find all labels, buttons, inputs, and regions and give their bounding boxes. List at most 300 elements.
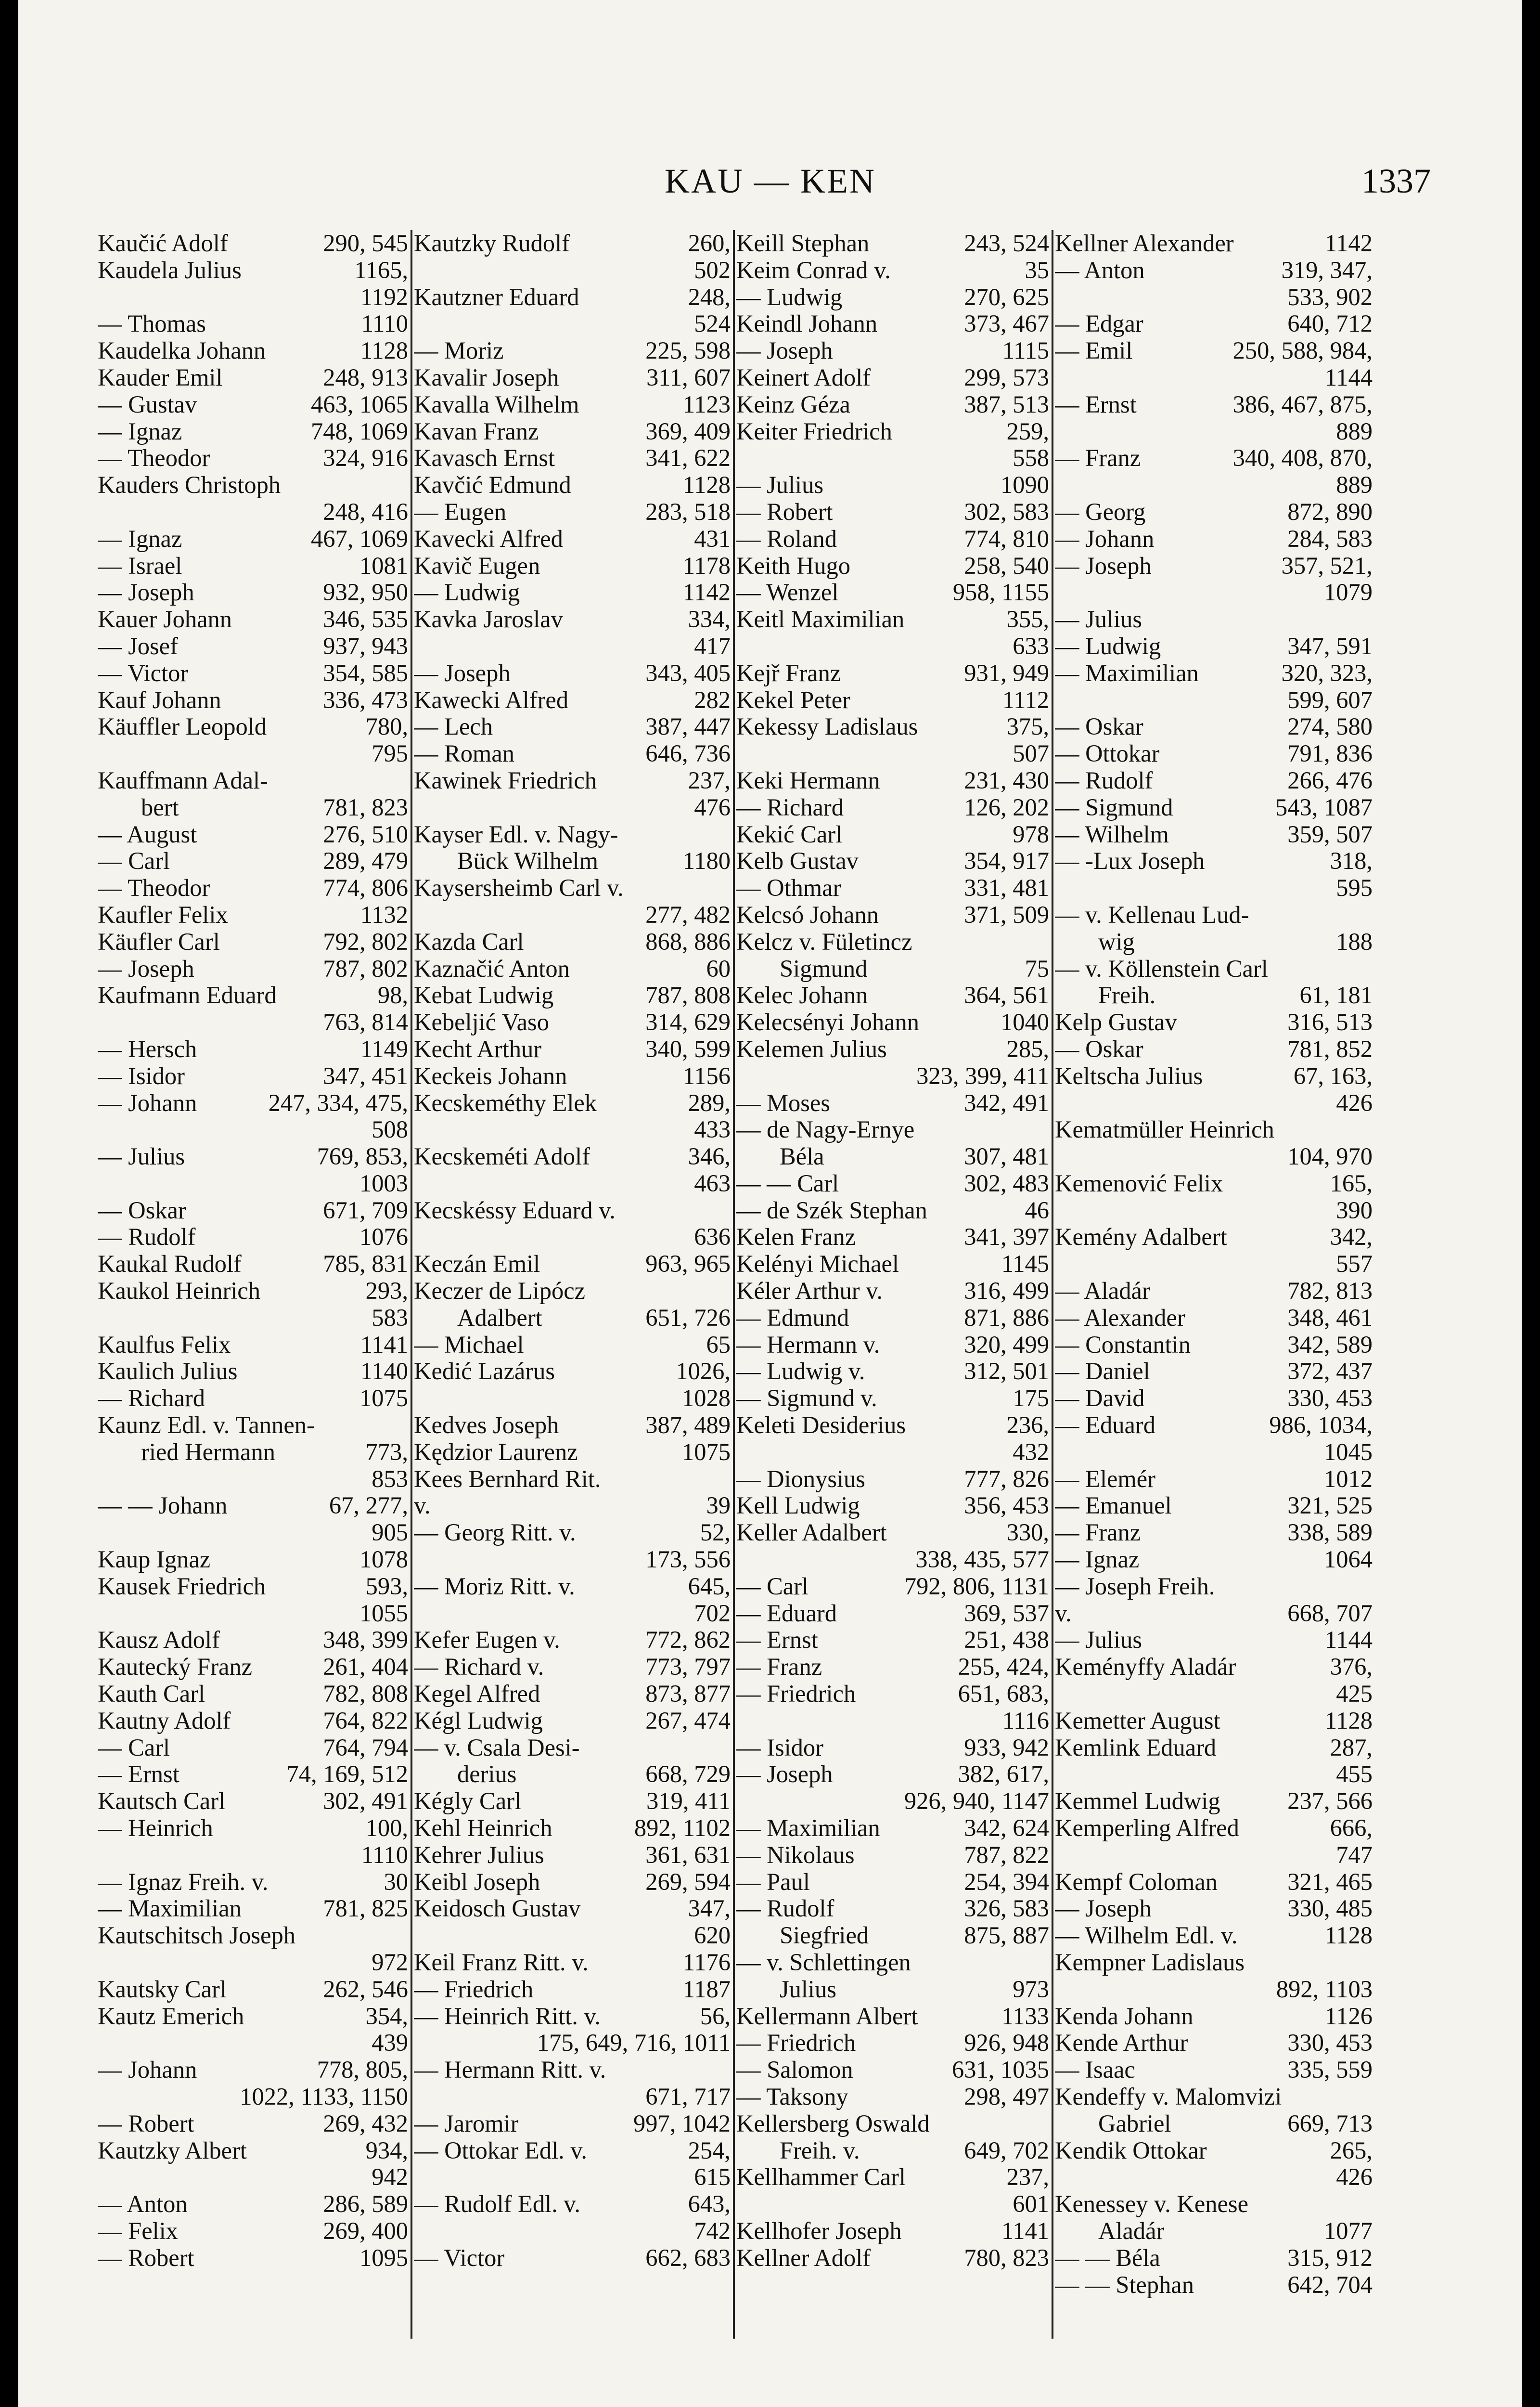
- entry-name: Kekel Peter: [736, 686, 850, 713]
- entry-pages-continued: 502: [694, 257, 731, 284]
- entry-line: [1055, 660, 1373, 687]
- entry-name: Kavasch Ernst: [414, 445, 555, 472]
- entry-pages-continued: 390: [1336, 1197, 1373, 1224]
- index-entry: [414, 767, 731, 821]
- entry-pages: 1128: [1324, 1707, 1373, 1734]
- index-entry: [736, 767, 1049, 794]
- index-entry: [414, 337, 731, 364]
- index-entry: [414, 230, 731, 284]
- entry-line: [736, 687, 1049, 714]
- entry-name: — — Johann: [98, 1492, 228, 1519]
- index-entry: [1055, 553, 1373, 607]
- entry-pages: 645,: [688, 1573, 731, 1600]
- page-sheet: [18, 0, 1522, 2407]
- entry-line: [414, 740, 731, 767]
- index-entry: [1055, 1519, 1373, 1546]
- entry-pages: 875, 887: [964, 1922, 1049, 1949]
- entry-line: [736, 1842, 1049, 1869]
- entry-name: v.: [414, 1492, 431, 1519]
- entry-pages: 364, 561: [964, 982, 1049, 1009]
- entry-line: [736, 1466, 1049, 1493]
- index-entry: [736, 1197, 1049, 1224]
- entry-line: [736, 1627, 1049, 1654]
- entry-name: Kavka Jaroslav: [414, 606, 563, 633]
- index-entry: [1055, 2057, 1373, 2083]
- entry-pages: 631, 1035: [952, 2057, 1049, 2083]
- index-entry: [414, 1332, 731, 1359]
- index-entry: [414, 821, 731, 875]
- entry-line: [736, 311, 1049, 337]
- entry-name: — Heinrich: [98, 1815, 213, 1842]
- index-entry: [1055, 311, 1373, 337]
- entry-line: [414, 445, 731, 472]
- entry-pages-continued: 508: [372, 1116, 408, 1143]
- entry-name: — Victor: [414, 2244, 505, 2271]
- index-entry: [736, 1842, 1049, 1869]
- entry-line: [1055, 1385, 1373, 1412]
- index-entry: [98, 391, 408, 418]
- entry-line: [736, 713, 1049, 740]
- entry-line: [1055, 1466, 1373, 1493]
- index-entry: [736, 687, 1049, 714]
- entry-name: Kekić Carl: [736, 821, 843, 848]
- entry-pages: 376,: [1330, 1654, 1373, 1681]
- entry-name: Keitl Maximilian: [736, 606, 905, 633]
- entry-pages: 871, 886: [964, 1304, 1049, 1331]
- entry-line: [98, 1546, 408, 1573]
- entry-pages-continued: 942: [372, 2164, 408, 2191]
- entry-pages: 302, 491: [323, 1788, 408, 1815]
- entry-line: [736, 1976, 1049, 2003]
- index-entry: [98, 821, 408, 848]
- entry-pages: 348, 399: [323, 1627, 408, 1654]
- entry-line: [736, 391, 1049, 418]
- entry-pages: 318,: [1330, 848, 1373, 875]
- entry-name: — Israel: [98, 552, 182, 579]
- index-entry: [736, 2083, 1049, 2110]
- entry-name: — Carl: [98, 1734, 170, 1761]
- index-entry: [98, 1976, 408, 2003]
- entry-name: — August: [98, 821, 197, 848]
- index-entry: [736, 713, 1049, 767]
- entry-line: [414, 526, 731, 553]
- index-entry: [736, 1895, 1049, 1922]
- index-entry: [98, 1278, 408, 1332]
- entry-name: Kaulfus Felix: [98, 1331, 231, 1358]
- entry-name: — Ludwig: [1055, 633, 1161, 660]
- entry-line: [414, 1143, 731, 1170]
- entry-name: — de Szék Stephan: [736, 1197, 927, 1224]
- index-entry: [98, 1063, 408, 1090]
- entry-name: Keller Adalbert: [736, 1519, 887, 1546]
- entry-line: [736, 337, 1049, 364]
- entry-name: Kellermann Albert: [736, 2003, 918, 2030]
- entry-pages: 963, 965: [645, 1251, 731, 1278]
- entry-line: [1055, 2030, 1373, 2057]
- index-entry: [98, 687, 408, 714]
- entry-name: Keinz Géza: [736, 391, 850, 418]
- entry-pages: 386, 467, 875,: [1232, 391, 1373, 418]
- index-entry: [1055, 1466, 1373, 1493]
- entry-line: [736, 982, 1049, 1009]
- entry-pages: 773,: [365, 1438, 408, 1465]
- entry-name: Kelec Johann: [736, 982, 868, 1009]
- entry-pages: 100,: [365, 1815, 408, 1842]
- entry-line: [414, 606, 731, 633]
- entry-name: Käufler Carl: [98, 928, 220, 955]
- entry-line: [98, 902, 408, 929]
- entry-name: Aladár: [1098, 2217, 1165, 2244]
- entry-pages-continued: 1022, 1133, 1150: [240, 2083, 408, 2110]
- entry-name: — Daniel: [1055, 1358, 1150, 1385]
- entry-line: [736, 1197, 1049, 1224]
- entry-line: [98, 929, 408, 956]
- entry-name: — Victor: [98, 660, 189, 686]
- entry-line: [736, 821, 1049, 848]
- entry-pages: 774, 806: [323, 875, 408, 902]
- entry-line: [736, 2245, 1049, 2272]
- index-entry: [98, 2191, 408, 2218]
- index-entry: [1055, 1224, 1373, 1278]
- entry-pages: 543, 1087: [1275, 794, 1373, 821]
- entry-pages-continued: 1055: [359, 1600, 408, 1627]
- entry-name: Keil Franz Ritt. v.: [414, 1949, 589, 1976]
- entry-pages: 347, 591: [1287, 633, 1373, 660]
- entry-line: [98, 445, 408, 472]
- entry-name: Kell Ludwig: [736, 1492, 860, 1519]
- index-entry: [98, 1681, 408, 1708]
- entry-line: [414, 2003, 731, 2030]
- entry-pages: 270, 625: [964, 284, 1049, 311]
- entry-pages: 289,: [688, 1089, 731, 1116]
- entry-pages: 354,: [365, 2003, 408, 2030]
- entry-line: [1055, 1654, 1373, 1681]
- entry-name: Kauer Johann: [98, 606, 232, 633]
- index-entry: [736, 579, 1049, 606]
- index-entry: [1055, 391, 1373, 445]
- entry-line: [1055, 848, 1373, 875]
- index-entry: [1055, 1116, 1373, 1170]
- index-entry: [414, 1143, 731, 1197]
- entry-line: [98, 1358, 408, 1385]
- entry-name: Keidosch Gustav: [414, 1895, 581, 1922]
- entry-line: [736, 1278, 1049, 1305]
- index-entry: [98, 1922, 408, 1976]
- entry-pages: 269, 594: [645, 1868, 731, 1895]
- entry-name: Kaufmann Eduard: [98, 982, 277, 1009]
- entry-line: [98, 418, 408, 445]
- entry-pages: 39: [706, 1492, 731, 1519]
- entry-pages: 958, 1155: [952, 579, 1049, 606]
- entry-name: — v. Schlettingen: [736, 1949, 911, 1976]
- index-entry: [1055, 2003, 1373, 2030]
- entry-pages: 347,: [688, 1895, 731, 1922]
- index-entry: [736, 1090, 1049, 1117]
- entry-name: — Rudolf Edl. v.: [414, 2191, 581, 2218]
- entry-pages-continued: 338, 435, 577: [915, 1546, 1049, 1573]
- index-entry: [414, 1788, 731, 1815]
- entry-name: Kenda Johann: [1055, 2003, 1194, 2030]
- index-entry: [98, 1869, 408, 1896]
- entry-pages: 978: [1013, 821, 1049, 848]
- entry-line: [736, 230, 1049, 257]
- entry-name: — Joseph: [414, 660, 511, 686]
- entry-line: [1055, 2245, 1373, 2272]
- entry-name: — Oskar: [1055, 1035, 1143, 1062]
- entry-pages: 319, 347,: [1281, 257, 1373, 284]
- entry-name: Kemlink Eduard: [1055, 1734, 1217, 1761]
- entry-pages: 346,: [688, 1143, 731, 1170]
- entry-pages-continued: 104, 970: [1287, 1143, 1373, 1170]
- index-entry: [414, 2137, 731, 2191]
- entry-pages: 787, 808: [645, 982, 731, 1009]
- entry-name: — Rudolf: [736, 1895, 834, 1922]
- entry-pages: 248, 913: [323, 364, 408, 391]
- entry-name: Kellner Alexander: [1055, 230, 1234, 257]
- entry-name: Kemenović Felix: [1055, 1170, 1223, 1197]
- entry-pages: 261, 404: [323, 1654, 408, 1681]
- entry-line: [98, 1895, 408, 1922]
- index-entry: [736, 1385, 1049, 1412]
- entry-pages: 1075: [682, 1438, 731, 1465]
- entry-line: [736, 1036, 1049, 1063]
- entry-pages: 1176: [682, 1949, 731, 1976]
- entry-name: — Wilhelm Edl. v.: [1055, 1922, 1238, 1949]
- entry-line: [98, 1332, 408, 1359]
- index-entry: [1055, 257, 1373, 311]
- entry-name: — Richard v.: [414, 1654, 544, 1681]
- entry-name: — de Nagy-Ernye: [736, 1116, 915, 1143]
- entry-name: Keczán Emil: [414, 1251, 540, 1278]
- index-entry: [1055, 821, 1373, 848]
- entry-name: Kebat Ludwig: [414, 982, 554, 1009]
- entry-pages: 254,: [688, 2137, 731, 2164]
- entry-pages: 1180: [682, 848, 731, 875]
- entry-name: Kavalla Wilhelm: [414, 391, 579, 418]
- entry-pages: 262, 546: [323, 1976, 408, 2003]
- index-entry: [414, 1895, 731, 1949]
- entry-name: Kayser Edl. v. Nagy-: [414, 821, 618, 848]
- entry-name: Gabriel: [1098, 2110, 1171, 2137]
- entry-name: — Hermann Ritt. v.: [414, 2057, 606, 2083]
- index-entry: [98, 1143, 408, 1197]
- entry-name: Kelen Franz: [736, 1224, 856, 1251]
- entry-line: [1055, 2191, 1373, 2218]
- entry-line: [98, 1412, 408, 1439]
- entry-name: — Constantin: [1055, 1331, 1191, 1358]
- entry-line: [1055, 1063, 1373, 1090]
- entry-name: Kautzky Albert: [98, 2137, 247, 2164]
- index-entry: [98, 579, 408, 606]
- entry-line: [736, 1492, 1049, 1519]
- index-entry: [414, 1009, 731, 1036]
- index-entry: [736, 1573, 1049, 1600]
- entry-line: [736, 767, 1049, 794]
- entry-pages: 1142: [682, 579, 731, 606]
- entry-line: [1055, 337, 1373, 364]
- index-entry: [736, 1466, 1049, 1493]
- entry-line: [1055, 1815, 1373, 1842]
- entry-name: — -Lux Joseph: [1055, 848, 1205, 875]
- entry-pages: 98,: [377, 982, 408, 1009]
- entry-name: Kauder Emil: [98, 364, 223, 391]
- entry-pages: 341, 622: [645, 445, 731, 472]
- index-entry: [736, 284, 1049, 311]
- entry-pages: 782, 813: [1287, 1278, 1373, 1305]
- entry-line: [98, 687, 408, 714]
- index-entry: [736, 230, 1049, 257]
- entry-name: Kelemen Julius: [736, 1035, 887, 1062]
- index-entry: [1055, 1869, 1373, 1896]
- entry-line: [98, 1143, 408, 1170]
- index-column-3: [736, 230, 1049, 2343]
- entry-line: [736, 2110, 1049, 2137]
- entry-name: Keleti Desiderius: [736, 1412, 906, 1439]
- index-entry: [736, 1600, 1049, 1627]
- index-entry: [1055, 2191, 1373, 2245]
- index-entry: [736, 1654, 1049, 1681]
- index-entry: [1055, 1573, 1373, 1627]
- entry-name: — Paul: [736, 1868, 810, 1895]
- entry-line: [1055, 1600, 1373, 1627]
- entry-pages: 933, 942: [964, 1734, 1049, 1761]
- entry-name: Kemperling Alfred: [1055, 1815, 1239, 1842]
- entry-line: [1055, 606, 1373, 633]
- entry-name: — Michael: [414, 1331, 524, 1358]
- index-entry: [1055, 1788, 1373, 1815]
- entry-line: [736, 1090, 1049, 1117]
- entry-line: [736, 1224, 1049, 1251]
- entry-pages: 1156: [682, 1062, 731, 1089]
- index-entry: [98, 418, 408, 445]
- entry-name: — Aladár: [1055, 1278, 1150, 1305]
- entry-pages: 330, 485: [1287, 1895, 1373, 1922]
- index-entry: [414, 1036, 731, 1063]
- entry-line: [1055, 633, 1373, 660]
- entry-line: [1055, 956, 1373, 983]
- entry-pages: 355,: [1006, 606, 1049, 633]
- entry-pages: 382, 617,: [958, 1761, 1049, 1788]
- entry-name: — Johann: [98, 1089, 197, 1116]
- entry-line: [98, 526, 408, 553]
- entry-name: Kejř Franz: [736, 660, 841, 686]
- entry-name: — Robert: [98, 2244, 194, 2271]
- index-entry: [1055, 445, 1373, 499]
- index-entry: [98, 1708, 408, 1734]
- entry-pages: 276, 510: [323, 821, 408, 848]
- index-entry: [1055, 2137, 1373, 2191]
- entry-line: [736, 2137, 1049, 2164]
- entry-pages: 668, 729: [645, 1761, 731, 1788]
- entry-line: [1055, 767, 1373, 794]
- entry-line: [414, 364, 731, 391]
- entry-line: [736, 2083, 1049, 2110]
- entry-name: — Hersch: [98, 1035, 197, 1062]
- entry-name: Keill Stephan: [736, 230, 870, 257]
- index-entry: [98, 1815, 408, 1869]
- entry-name: — Ignaz: [98, 525, 182, 552]
- index-entry: [736, 2245, 1049, 2272]
- entry-name: — Theodor: [98, 875, 210, 902]
- entry-line: [1055, 1036, 1373, 1063]
- entry-name: Kendeffy v. Malomvizi: [1055, 2083, 1282, 2110]
- entry-line: [98, 956, 408, 983]
- entry-line: [1055, 1573, 1373, 1600]
- entry-pages: 285,: [1006, 1035, 1049, 1062]
- entry-line: [98, 1063, 408, 1090]
- index-entry: [414, 1358, 731, 1412]
- entry-name: Kehrer Julius: [414, 1841, 544, 1868]
- entry-name: Kautz Emerich: [98, 2003, 244, 2030]
- index-entry: [98, 311, 408, 337]
- entry-line: [414, 1734, 731, 1761]
- entry-pages: 1090: [1001, 472, 1049, 499]
- entry-line: [98, 767, 408, 794]
- entry-name: Freih. v.: [780, 2137, 860, 2164]
- entry-line: [736, 1305, 1049, 1332]
- index-entry: [736, 1224, 1049, 1251]
- entry-line: [736, 472, 1049, 499]
- entry-pages-continued: 426: [1336, 1089, 1373, 1116]
- entry-line: [98, 2137, 408, 2164]
- entry-name: — Theodor: [98, 445, 210, 472]
- entry-pages: 126, 202: [964, 794, 1049, 821]
- index-entry: [414, 472, 731, 499]
- entry-pages: 342, 589: [1287, 1331, 1373, 1358]
- entry-name: — Moriz: [414, 337, 504, 364]
- entry-pages: 289, 479: [323, 848, 408, 875]
- entry-name: Kaudela Julius: [98, 257, 242, 284]
- entry-name: — Robert: [98, 2110, 194, 2137]
- entry-name: Kautschitsch Joseph: [98, 1922, 295, 1949]
- entry-line: [98, 1708, 408, 1734]
- entry-pages-continued: 476: [694, 794, 731, 821]
- entry-line: [98, 1976, 408, 2003]
- entry-pages: 593,: [365, 1573, 408, 1600]
- entry-pages: 785, 831: [323, 1251, 408, 1278]
- entry-pages: 937, 943: [323, 633, 408, 660]
- index-entry: [98, 1412, 408, 1492]
- entry-name: Kebeljić Vaso: [414, 1009, 549, 1036]
- index-entry: [1055, 1170, 1373, 1224]
- entry-name: — Eduard: [736, 1600, 837, 1627]
- entry-pages-continued: 671, 717: [645, 2083, 731, 2110]
- entry-pages: 748, 1069: [311, 418, 408, 445]
- entry-pages: 1012: [1324, 1465, 1373, 1492]
- entry-pages: 787, 822: [964, 1841, 1049, 1868]
- entry-line: [98, 1439, 408, 1466]
- entry-line: [736, 1143, 1049, 1170]
- entry-pages: 225, 598: [645, 337, 731, 364]
- entry-line: [414, 1278, 731, 1305]
- index-entry: [98, 767, 408, 821]
- entry-name: Kaudelka Johann: [98, 337, 266, 364]
- entry-line: [98, 391, 408, 418]
- entry-line: [736, 1385, 1049, 1412]
- index-entry: [414, 606, 731, 660]
- entry-pages-continued: 892, 1103: [1276, 1976, 1373, 2003]
- entry-name: Kaunz Edl. v. Tannen-: [98, 1412, 315, 1439]
- entry-name: Kecskéssy Eduard v.: [414, 1197, 616, 1224]
- entry-pages-continued: 595: [1336, 875, 1373, 902]
- entry-pages: 781, 852: [1287, 1035, 1373, 1062]
- index-entry: [98, 929, 408, 956]
- entry-name: — Othmar: [736, 875, 841, 902]
- index-entry: [98, 982, 408, 1036]
- index-entry: [414, 713, 731, 740]
- entry-line: [736, 1332, 1049, 1359]
- entry-line: [736, 1573, 1049, 1600]
